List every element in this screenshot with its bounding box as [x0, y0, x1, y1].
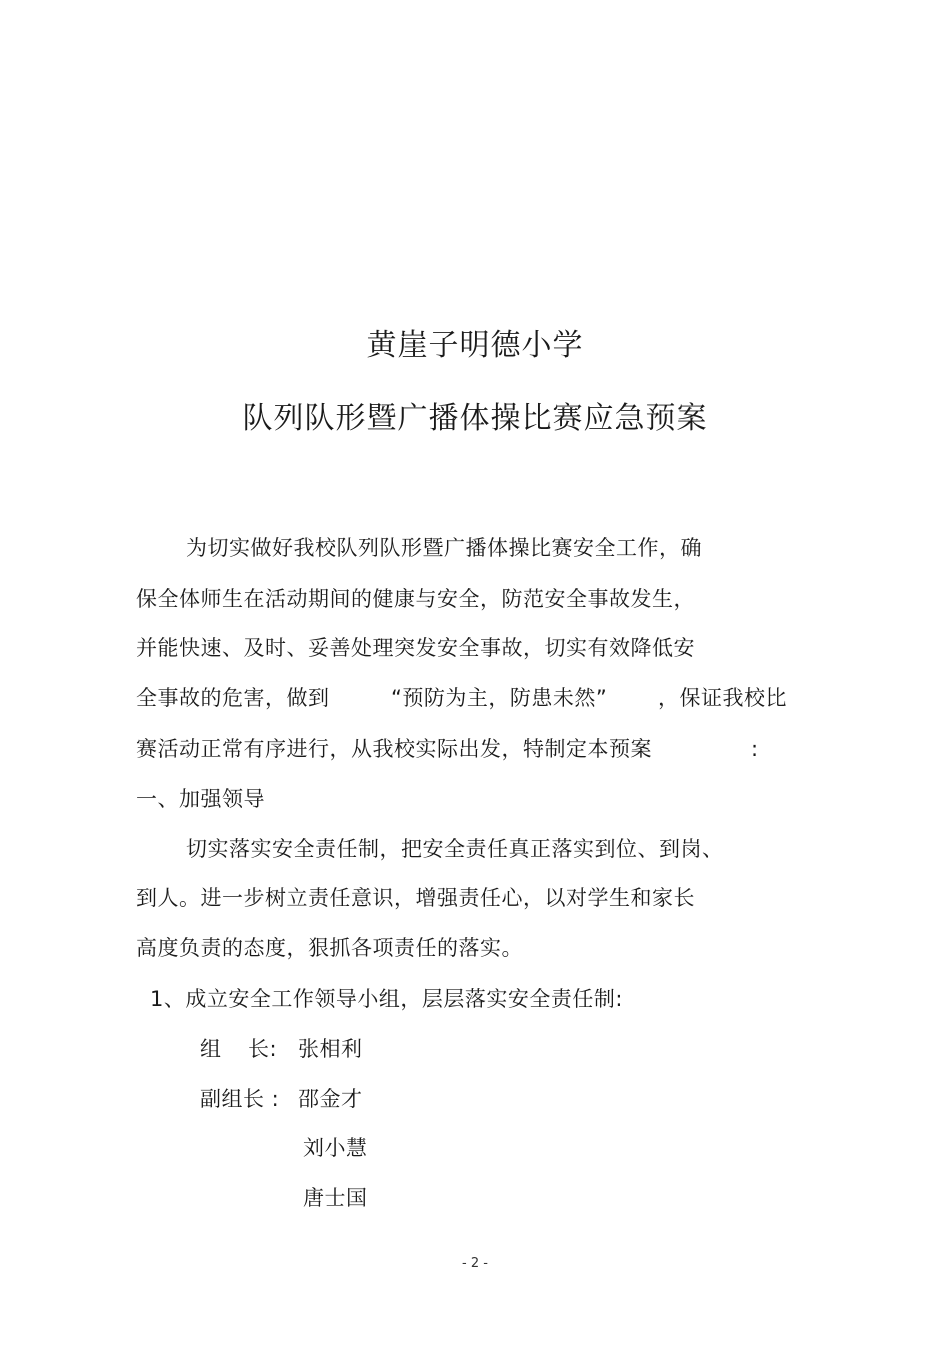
deputy-name-3: 唐士国: [303, 1186, 368, 1210]
document-title-school: 黄崖子明德小学: [366, 328, 584, 363]
leader-row: [0, 1039, 950, 1063]
deputy-name-1: 邵金才: [298, 1087, 363, 1111]
leader-label-part-a: 组: [200, 1037, 222, 1061]
intro-line-2: 保全体师生在活动期间的健康与安全，防范安全事故发生，: [136, 587, 695, 611]
list-item-1: 1、成立安全工作领导小组，层层落实安全责任制:: [150, 987, 623, 1011]
section-para-line-1: 切实落实安全责任制，把安全责任真正落实到位、到岗、: [186, 837, 724, 861]
intro-line-3: 并能快速、及时、妥善处理突发安全事故，切实有效降低安: [136, 636, 695, 660]
section-para-line-3: 高度负责的态度，狠抓各项责任的落实。: [136, 936, 523, 960]
intro-line-4-part-c: ，保证我校比: [658, 686, 787, 710]
deputy-label: 副组长 :: [200, 1087, 280, 1111]
leader-label-part-b: 长:: [248, 1037, 278, 1061]
intro-line-4: [0, 688, 950, 712]
intro-line-5-colon: :: [751, 737, 759, 761]
document-title-plan: 队列队形暨广播体操比赛应急预案: [242, 401, 708, 436]
intro-line-4-quote: “预防为主，防患未然”: [391, 686, 608, 710]
section-heading-leadership: 一、加强领导: [136, 787, 265, 811]
leader-name: 张相利: [298, 1037, 363, 1061]
deputy-name-2: 刘小慧: [303, 1136, 368, 1160]
section-para-line-2: 到人。进一步树立责任意识，增强责任心，以对学生和家长: [136, 886, 695, 910]
deputy-row: [0, 1089, 950, 1113]
intro-line-1: 为切实做好我校队列队形暨广播体操比赛安全工作，确: [186, 536, 702, 560]
page-number: - 2 -: [462, 1256, 488, 1271]
intro-line-5: [0, 739, 950, 763]
intro-line-4-part-a: 全事故的危害，做到: [136, 686, 330, 710]
intro-line-5-part-a: 赛活动正常有序进行，从我校实际出发，特制定本预案: [136, 737, 652, 761]
